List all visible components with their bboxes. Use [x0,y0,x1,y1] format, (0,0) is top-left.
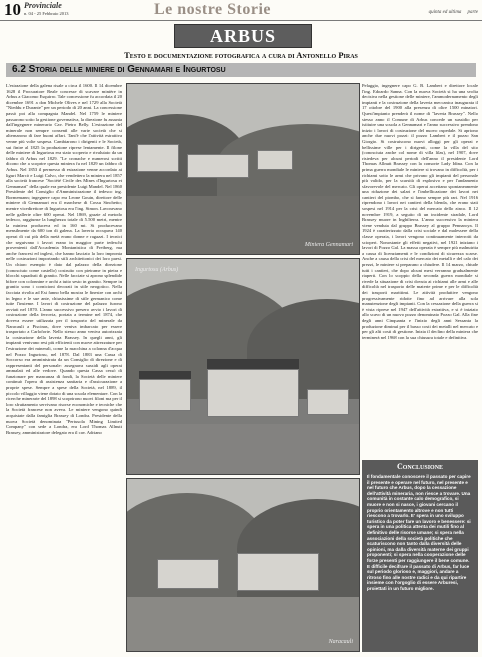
column-text: Pelaggio, ingegnere capo G. B. Lambert e direttore locale l'ing. Edoardo Sanna. Con la nuova Società si ha una svolta decisiva nella gestione delle miniere, l'ammodernamento degli impianti e la costruzione della laveria meccanica inaugurata il 17 ottobre del 1900 alla presenza di oltre 1500 minatori. Quest'impianto prenderà il nome di "laveria Brassey". Nello stesso anno il Comune di Arbus concede un sussidio per istituire una scuola a Gennamari e l'anno successivo prendono inizio i lavori di costruzione del nuovo ospedale. Si apriono anche due nuovi pozzi: il pozzo Lambert e il pozzo San Giorgio. Si costruiscono nuovi alloggi per gli operai e bellissime ville per i dirigenti, come la villa del sito (conosciuta anche col nome di villa lilas), nel 1907, dove risiedeva per alcuni periodi dell'anno il presidente Lord Thomas Allnutt Brassey con la consorte Lady Idina. Con la prima guerra mondiale le miniere si trovano in difficoltà, per i richiami sotto le armi che privano gli impianti del personale più valido, per la scarsità di esplosivo e per l'andamento sfavorevole del mercato. Gli operai accettano spontaneamente una riduzione dei salari e l'imbellicazione dei lavori nei cantieri del piombo, che si fanno sempre più rari. Nel 1916 riprendono i lavori nei cantieri della blenda, che erano stati sospesi nel 1914 per la crisi del mercato dello zinco. Il 12 novembre 1919, a seguito di un incidente stradale, Lord Brassey muore in Inghilterra. L'anno successivo la miniera viene venduta dal gruppo Brassey al gruppo Pennaroya. Il 1924 è caratterizzato dalla crisi sociale e dal malessere della classe operaia, i lavori vengono continuamente interrotti da scioperi. Nonostante gli effetti negativi, nel 1921 iniziano i lavori di Pozzo Gal. La massa operaia è sempre più malnutrita a causa di licenziamenti e le condizioni di sicurezza scarse. Anche a causa della crisi del mercato dei metalli e del calo dei prezzi, le miniere si preparano a chiudere. Il 14 marzo, chiude tutti i cantieri, che dopo alcuni mesi verranno gradualmente riaperti. Con lo scoppio della seconda guerra mondiale si rivede la situazione di crisi dovuta ai richiami alle armi e alle difficoltà nel trasporto delle materie prime e per le difficoltà dei trasporti marittimi. Le attività produttive vengono progressivamente ridotte fino ad arrivare alla sola manutenzione degli impianti. Con la cessazione della guerra si è vista riprese nel 1947 dell'attività estrattiva, e si è iniziato allo scavo di un nuovo pozzo denominato Pozzo Gal. Alla fine degli anni Cinquanta e l'inizio degli anni Sessanta la produzione diminuì per il basso costi dei metalli nel mercato e per gli alti costi di gestione. Inizia il declino della miniera che terminerà nel 1968 con la sua chiusura totale e definitiva. [362,83,478,340]
section-title: Le nostre Storie [154,1,272,18]
article-title: ARBUS [209,26,276,46]
column-text: L'estrazione della galena risale a circa il 1600. Il 14 dicembre 1628 il Procuratore Reale concesse di scavare minière in Arbus a Giacomo Esquirro. Tale concessione fu accordata il 20 dicembre 1691 a don Michele Olives e nel 1729 alla Società "Nieddu e Durante" per un periodo di 20 anni. La concessione passò poi alla compagnia Mandel. Nel 1759 le miniere passarono sotto la gestione governativa, la direzione fu assunta dall'ingegnere minerario Cav. Pietro Belly. L'estrazione del minerale non sempre consentì alle varie società che si alternarono di fare buoni affari. Tant'è che l'attività estrattiva venne più volte sospesa. Cambiarono i dirigenti e le Società, sui finire al 1825 la produzione riprese lentamente. Il filone delle miniere di Ingurtosu era stato scoperto e rivalutato da un fabbro di Arbus nel 1829. "Le cronache e numerosi scritti dicono che a scoprire questa miniera fu nel 1829 un fabbro di Arbus. Nel 1853 il permesso di estrazione venne accordato ai liguri Marcò e Luigi Calvo, che vendettero la miniera nel 1857 alla società francese "Société Civile des Mines d'Ingurtosu et Gennamari" della quale era presidente Luigi Mandel. Nel 1860 Presidente del Consiglio d'Amministrazione il tedesco ing. Bormemann; ingegnere capo era Leone Gouin, direttore delle miniere di Gennamari era il marchese di Cossu Sinchetto; mentre vicedirettore di Ingurtosu era l'ing. Simon. Lavoravano nelle gallerie oltre 600 operai. Nel 1869, grazie al metodo tedesco, raggiunse la lunghezza totale di 5.500 metri, mentre la miniera produceva ed in 160 mt. Si producevano mensilmente da 600 ton di galena. La laveria occupava 140 operai di cui più della metà erano donne e ragazzi. I tecnici che seguivano i lavori erano in maggior parte tedeschi provenienti dall'Accademia Montanistica di Freiberg, ma anche francesi ed inglesi, che hanno lasciato la loro impronta nelle costruzioni importando stili architettonici dei loro paesi. Un chiaro esempio è dato dal palazzo della direzione (conosciuto come castello) costruito con pietrame in pietra e blocchi squadrati di granito. Nelle facciate si aprono splendide bifore con colonnine e archi a tutto sesto in granito. Sempre in granito sono i cornicioni decorati in stile neogotico. Nella facciata rivolta ad Est fanno bella mostra le finestre con archi in legno e le sue ante, chiusissime di stile germanico come tutte l'insieme. I lavori di costruzione del palazzo furono avviati nel 1870. L'anno successivo presero avvio i lavori di costruzione della ferrovia, portata a termine nel 1874, che doveva essere utilizzata per il trasporto del minerale da Naracauli a Piscinas, dove veniva imbarcato per essere trasportato a Carloforte. Nello stesso anno veniva autorizzata la costruzione della laveria Brassey. In quegli anni, gli impianti venivano resi più efficienti con nuove attrezzature per l'estrazione dei minerali, come la macchina a colonna d'acqua nel Pozzo Ingurtosu, nel 1878. Dal 1883 una Cassa di Soccorso era amministrata da un Consiglio di direzione e di rappresentanti del personale: assegnava sussidi agli operai ammalati ed alle vedove. Quando questa Cassa cessò di funzionare per mancanza di fondi, la Società delle miniere continuò l'opera di assistenza sanitaria e d'assicurazione a proprie spese. Sempre a spese della Società, nel 1889, il piccolo villaggio viene dotato di una scuola elementare. Con la ricerche minerarie del 1898 si scoprirono nuovi filoni ma per il loro sfruttamento servivano risorse economiche e tecniche che la Società francese non aveva. Le miniere vengono quindi acquistate dalla famiglia Brassey di Londra. Presidente della nuova Società denominata "Pertusola Mining Limited Company" con sede a Londra, era Lord Thomas Allnutt Brassey, amministratore delegato era il cav. Adriano [6,83,122,435]
series-note-text: quinta ed ultima [428,10,462,15]
chapter-heading: 6.2 Storia delle miniere di Gennamari e Ingurtosu [12,64,226,75]
article-subtitle: Testo e documentazione fotografica a cura di Antonello Piras [124,50,358,60]
series-note [429,9,478,16]
page-header [0,0,482,21]
title-banner [174,24,312,48]
photo-gennamari [126,83,360,255]
text-column-left [6,83,122,653]
page-number: 10 [4,0,21,19]
newspaper-name: Provinciale [24,1,62,10]
photo-caption: Naracauli [328,639,353,645]
photo-naracauli [126,478,360,652]
chapter-bar [6,63,476,77]
series-part: parte [467,10,478,15]
conclusion-title: Conclusione [396,462,444,471]
photo-caption: Miniera Gennamari [304,242,353,248]
conclusion-box [362,460,478,652]
photo-ingurtosu [126,258,360,475]
photo-caption: Ingurtosu (Arbus) [135,267,179,273]
conclusion-text: Il fondamentale conoscere il passato per capire il presente e operare nel futuro, nel presente e nel futuro che Arbus, dopo la cessazione dell'attività mineraria, non riesce a trovare. Una comunità in costante calo demografico, si muore e non si nasce, i giovani cercano il proprio orientamento altrove e non tutti riescono a trovarlo. E' spera in uno sviluppo turistico da poter fare un lavoro e benessere: si spera in una politica attenta dei mutili fino al definitivo delle risorse umane; si spera nella associazioni della società politiche che scaturiscono non tanto dalla diversità delle opinioni, ma dalla diversità materne dei gruppi proponenti; si spera nella cooperazione delle forze presenti per raggiungere il bene comune. E difficile decifrare il passato di Arbus, far luce sul periodo glorioso e, maggiori, andare a ritroso fino alle nostre radici e da qui ripartire insieme con l'orgoglio di essere Arburesi, proiettati in un futuro migliore. [367,474,471,591]
newspaper-date: n. 04 - 25 Febbraio 2013 [24,11,69,16]
text-column-right [362,83,478,455]
